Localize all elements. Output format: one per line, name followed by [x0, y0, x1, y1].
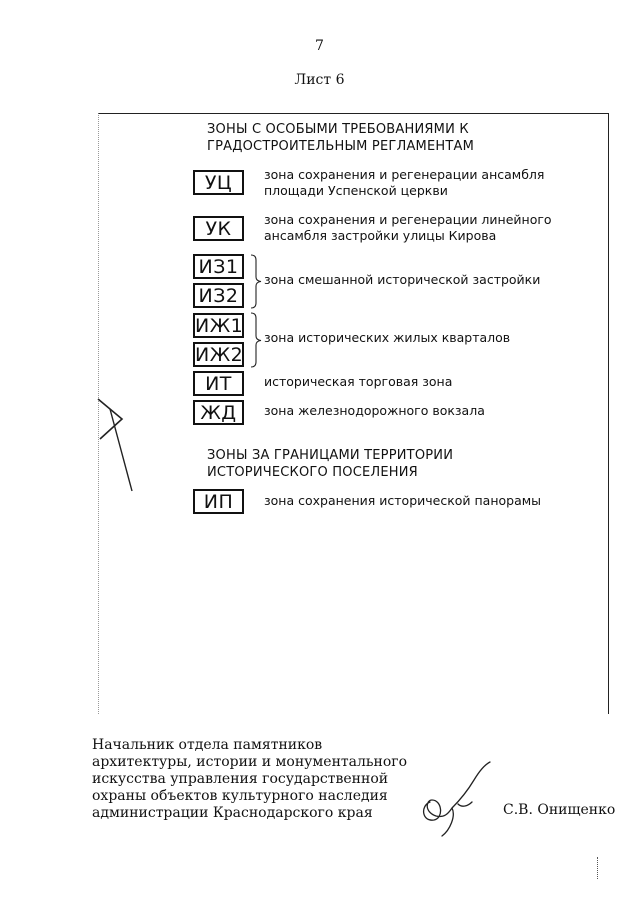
zone-code-uts: УЦ: [193, 170, 244, 195]
position-line: Начальник отдела памятников: [92, 737, 323, 753]
heading-line: ГРАДОСТРОИТЕЛЬНЫМ РЕГЛАМЕНТАМ: [207, 139, 475, 154]
zone-code-uk: УК: [193, 216, 244, 241]
zone-code-izh1: ИЖ1: [195, 315, 244, 337]
brace-bracket: [249, 254, 263, 309]
position-line: архитектуры, истории и монументального: [92, 754, 408, 770]
zone-desc-residential-blocks: зона исторических жилых кварталов: [264, 330, 511, 345]
special-zones-heading: [207, 121, 474, 155]
desc-line: площади Успенской церкви: [264, 183, 448, 198]
desc-line: зона железнодорожного вокзала: [264, 403, 485, 418]
signatory-name: С.В. Онищенко: [503, 802, 616, 818]
position-line: администрации Краснодарского края: [92, 805, 373, 821]
zone-code-izh2: ИЖ2: [195, 344, 244, 366]
signatory-position: [92, 737, 408, 822]
brace-bracket: [249, 312, 263, 368]
zone-code-ip: ИП: [193, 489, 244, 514]
zone-desc-uts: [264, 167, 604, 199]
zone-desc-zhd: [264, 403, 604, 419]
zone-code-it: ИТ: [193, 371, 244, 396]
desc-line: историческая торговая зона: [264, 374, 453, 389]
desc-line: зона сохранения исторической панорамы: [264, 493, 542, 508]
zone-desc-it: [264, 374, 604, 390]
zone-desc-mixed-historic: зона смешанной исторической застройки: [264, 272, 541, 287]
heading-line: ЗОНЫ ЗА ГРАНИЦАМИ ТЕРРИТОРИИ: [207, 448, 454, 463]
page-number: 7: [315, 38, 324, 54]
margin-scan-marks: [597, 857, 602, 879]
zone-code-iz2: ИЗ2: [193, 283, 244, 308]
zone-code-iz1: ИЗ1: [193, 254, 244, 279]
zone-desc-ip: [264, 493, 604, 509]
map-edge-fragment: [96, 395, 136, 495]
heading-line: ИСТОРИЧЕСКОГО ПОСЕЛЕНИЯ: [207, 465, 418, 480]
sheet-label: Лист 6: [294, 72, 345, 88]
position-line: искусства управления государственной: [92, 771, 389, 787]
position-line: охраны объектов культурного наследия: [92, 788, 388, 804]
outside-zones-heading: [207, 447, 453, 481]
desc-line: ансамбля застройки улицы Кирова: [264, 228, 497, 243]
handwritten-signature: [412, 760, 502, 840]
heading-line: ЗОНЫ С ОСОБЫМИ ТРЕБОВАНИЯМИ К: [207, 122, 469, 137]
zone-code-zhd: ЖД: [193, 400, 244, 425]
desc-line: зона сохранения и регенерации ансамбля: [264, 167, 545, 182]
desc-line: зона сохранения и регенерации линейного: [264, 212, 552, 227]
zone-desc-uk: [264, 212, 604, 244]
